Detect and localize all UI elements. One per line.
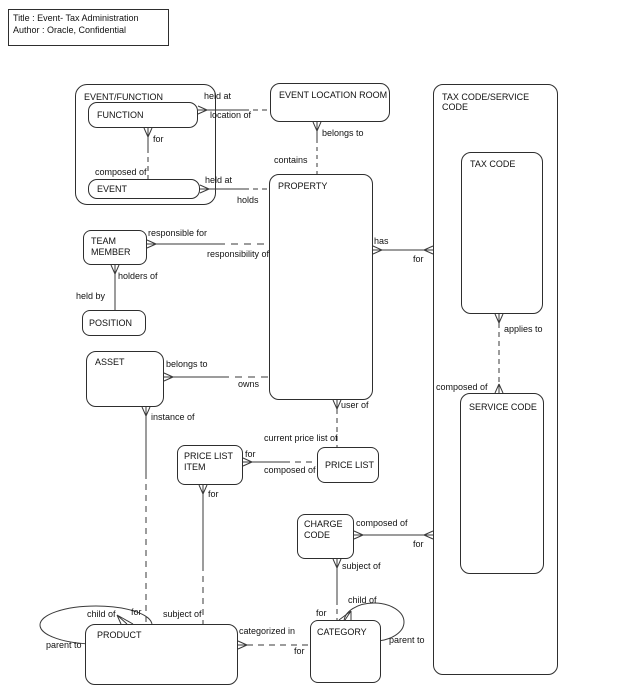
entity-category	[310, 620, 381, 683]
crow-foot-icon	[243, 458, 252, 466]
entity-tax-code-label: TAX CODE	[470, 159, 516, 169]
connector-pli-product	[199, 485, 207, 624]
rel-label: child of	[348, 595, 377, 605]
entity-position	[82, 310, 146, 336]
rel-label: for	[245, 449, 256, 459]
rel-label: parent to	[389, 635, 425, 645]
rel-label: user of	[341, 400, 369, 410]
entity-price-list-item	[177, 445, 243, 485]
rel-label: for	[131, 607, 142, 617]
crow-foot-icon	[147, 240, 156, 248]
entity-event-location-room-label: EVENT LOCATION ROOM	[279, 90, 388, 100]
rel-label: subject of	[163, 609, 202, 619]
rel-label: belongs to	[166, 359, 208, 369]
rel-label: parent to	[46, 640, 82, 650]
rel-label: belongs to	[322, 128, 364, 138]
crow-foot-icon	[164, 373, 173, 381]
rel-label: child of	[87, 609, 116, 619]
rel-label: responsible for	[148, 228, 208, 238]
rel-label: composed of	[356, 518, 408, 528]
rel-label: held by	[76, 291, 106, 301]
rel-label: instance of	[151, 412, 195, 422]
entity-function	[88, 102, 198, 128]
entity-event-location-room	[270, 83, 390, 122]
connector-elr-property	[313, 122, 321, 174]
entity-team-member	[83, 230, 147, 265]
rel-label: held at	[205, 175, 233, 185]
rel-label: held at	[204, 91, 232, 101]
rel-label: for	[153, 134, 164, 144]
entity-function-label: FUNCTION	[97, 109, 144, 120]
entity-charge-code-label: CHARGE CODE	[304, 519, 343, 540]
rel-label: holds	[237, 195, 259, 205]
diagram-title-block	[8, 9, 169, 46]
crow-foot-icon	[238, 641, 247, 649]
rel-label: for	[208, 489, 219, 499]
connector-charge-code-category	[333, 559, 341, 620]
entity-property-label: PROPERTY	[278, 181, 328, 191]
connector-property-tax-frame	[373, 246, 433, 254]
entity-asset	[86, 351, 164, 407]
rel-label: categorized in	[239, 626, 296, 636]
rel-label: has	[374, 236, 389, 246]
entity-category-label: CATEGORY	[317, 627, 367, 637]
rel-label: responsibility of	[207, 249, 270, 259]
crow-foot-icon	[424, 531, 433, 539]
entity-price-list-item-label: PRICE LIST ITEM	[184, 451, 233, 472]
entity-position-label: POSITION	[89, 317, 133, 328]
connector-team-member-property	[147, 240, 269, 248]
crow-foot-icon	[333, 559, 341, 568]
rel-label: composed of	[264, 465, 316, 475]
rel-label: contains	[274, 155, 308, 165]
connector-category-self	[339, 611, 351, 620]
rel-label: holders of	[118, 271, 158, 281]
connector-asset-product	[142, 407, 150, 624]
entity-service-code	[460, 393, 544, 574]
entity-product	[85, 624, 238, 685]
entity-charge-code	[297, 514, 354, 559]
rel-label: for	[316, 608, 327, 618]
rel-label: composed of	[95, 167, 147, 177]
entity-product-label: PRODUCT	[97, 630, 142, 640]
entity-price-list-label: PRICE LIST	[325, 459, 375, 470]
entity-event	[88, 179, 200, 199]
entity-property	[269, 174, 373, 400]
crow-foot-icon	[339, 611, 351, 620]
entity-asset-label: ASSET	[95, 357, 125, 367]
entity-frame-event-function-label: EVENT/FUNCTION	[84, 92, 164, 102]
crow-foot-icon	[142, 407, 150, 416]
rel-label: composed of	[436, 382, 488, 392]
entity-tax-code	[461, 152, 543, 314]
rel-label: applies to	[504, 324, 543, 334]
diagram-author: Author : Oracle, Confidential	[13, 25, 127, 35]
crow-foot-icon	[373, 246, 382, 254]
rel-label: owns	[238, 379, 260, 389]
entity-price-list	[317, 447, 379, 483]
crow-foot-icon	[313, 122, 321, 131]
crow-foot-icon	[424, 246, 433, 254]
rel-label: for	[413, 254, 424, 264]
rel-label: for	[413, 539, 424, 549]
entity-service-code-label: SERVICE CODE	[469, 402, 537, 412]
entity-event-label: EVENT	[97, 183, 128, 194]
diagram-title: Title : Event- Tax Administration	[13, 13, 139, 23]
crow-foot-icon	[199, 485, 207, 494]
rel-label: current price list of	[264, 433, 338, 443]
crow-foot-icon	[333, 400, 341, 409]
rel-label: subject of	[342, 561, 381, 571]
entity-team-member-label: TEAM MEMBER	[91, 236, 131, 257]
rel-label: location of	[210, 110, 252, 120]
entity-frame-tax-service-code-label: TAX CODE/SERVICE CODE	[442, 92, 530, 112]
crow-foot-icon	[354, 531, 363, 539]
rel-label: for	[294, 646, 305, 656]
connector-charge-code-tax-frame	[354, 531, 433, 539]
